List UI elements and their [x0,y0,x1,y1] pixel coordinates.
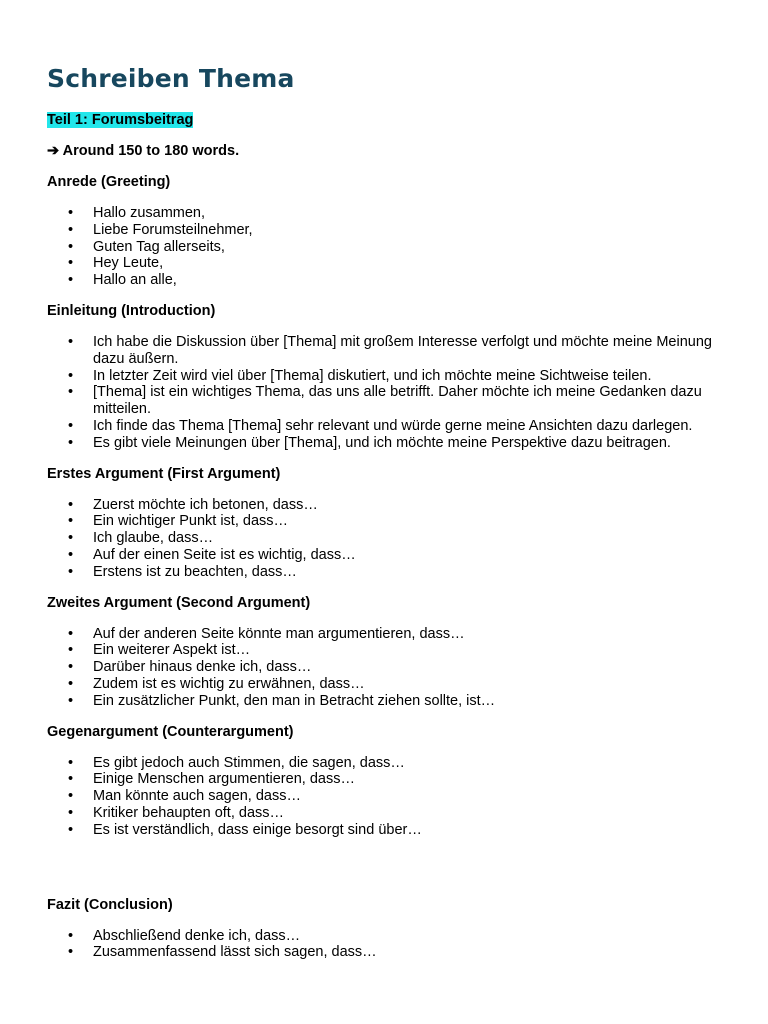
list-item: • Guten Tag allerseits, [47,239,737,256]
list-item: • Es gibt jedoch auch Stimmen, die sagen, dass… [47,755,737,772]
list-item: • Zudem ist es wichtig zu erwähnen, dass… [47,676,737,693]
list-item: • Auf der anderen Seite könnte man argumentieren, dass… [47,626,737,643]
list-item: • Es gibt viele Meinungen über [Thema], und ich möchte meine Perspektive dazu beitragen. [47,435,737,452]
section-second-argument [47,595,737,710]
phrase-list [47,755,737,839]
section-heading: Gegenargument (Counterargument) [47,723,294,740]
list-item: • Ich habe die Diskussion über [Thema] mit großem Interesse verfolgt und möchte meine Meinung dazu äußern. [47,334,737,368]
list-item: • Ein zusätzlicher Punkt, den man in Betracht ziehen sollte, ist… [47,693,737,710]
list-item: • Ein wichtiger Punkt ist, dass… [47,513,737,530]
list-item: • Einige Menschen argumentieren, dass… [47,771,737,788]
section-heading: Zweites Argument (Second Argument) [47,594,311,611]
list-item: • Zusammenfassend lässt sich sagen, dass… [47,944,737,961]
list-item: • Liebe Forumsteilnehmer, [47,222,737,239]
document-page [47,62,737,961]
section-greeting [47,174,737,289]
section-heading: Einleitung (Introduction) [47,302,216,319]
section-introduction [47,303,737,452]
section-conclusion [47,897,737,962]
list-item: • Ich finde das Thema [Thema] sehr relevant und würde gerne meine Ansichten dazu darlegen. [47,418,737,435]
list-item: • Hallo zusammen, [47,205,737,222]
section-first-argument [47,466,737,581]
phrase-list [47,334,737,452]
document-title: Schreiben Thema [47,64,295,93]
list-item: • Abschließend denke ich, dass… [47,928,737,945]
phrase-list [47,928,737,962]
list-item: • Es ist verständlich, dass einige besorgt sind über… [47,822,737,839]
phrase-list [47,626,737,710]
list-item: • Erstens ist zu beachten, dass… [47,564,737,581]
part-heading-highlight: Teil 1: Forumsbeitrag [47,112,194,128]
section-heading: Anrede (Greeting) [47,174,171,190]
list-item: • Darüber hinaus denke ich, dass… [47,659,737,676]
list-item: • Man könnte auch sagen, dass… [47,788,737,805]
part-heading [47,112,737,129]
list-item: • In letzter Zeit wird viel über [Thema] diskutiert, und ich möchte meine Sichtweise teilen. [47,368,737,385]
list-item: • Hallo an alle, [47,272,737,289]
phrase-list [47,205,737,289]
list-item: • [Thema] ist ein wichtiges Thema, das uns alle betrifft. Daher möchte ich meine Gedanken dazu mitteilen. [47,384,737,418]
list-item: • Auf der einen Seite ist es wichtig, dass… [47,547,737,564]
blank-space [47,839,737,883]
section-counterargument [47,724,737,839]
section-heading: Erstes Argument (First Argument) [47,465,281,482]
word-count-note: ➔ Around 150 to 180 words. [47,143,240,159]
list-item: • Ich glaube, dass… [47,530,737,547]
list-item: • Zuerst möchte ich betonen, dass… [47,497,737,514]
section-heading: Fazit (Conclusion) [47,896,173,913]
list-item: • Kritiker behaupten oft, dass… [47,805,737,822]
list-item: • Hey Leute, [47,255,737,272]
list-item: • Ein weiterer Aspekt ist… [47,642,737,659]
phrase-list [47,497,737,581]
